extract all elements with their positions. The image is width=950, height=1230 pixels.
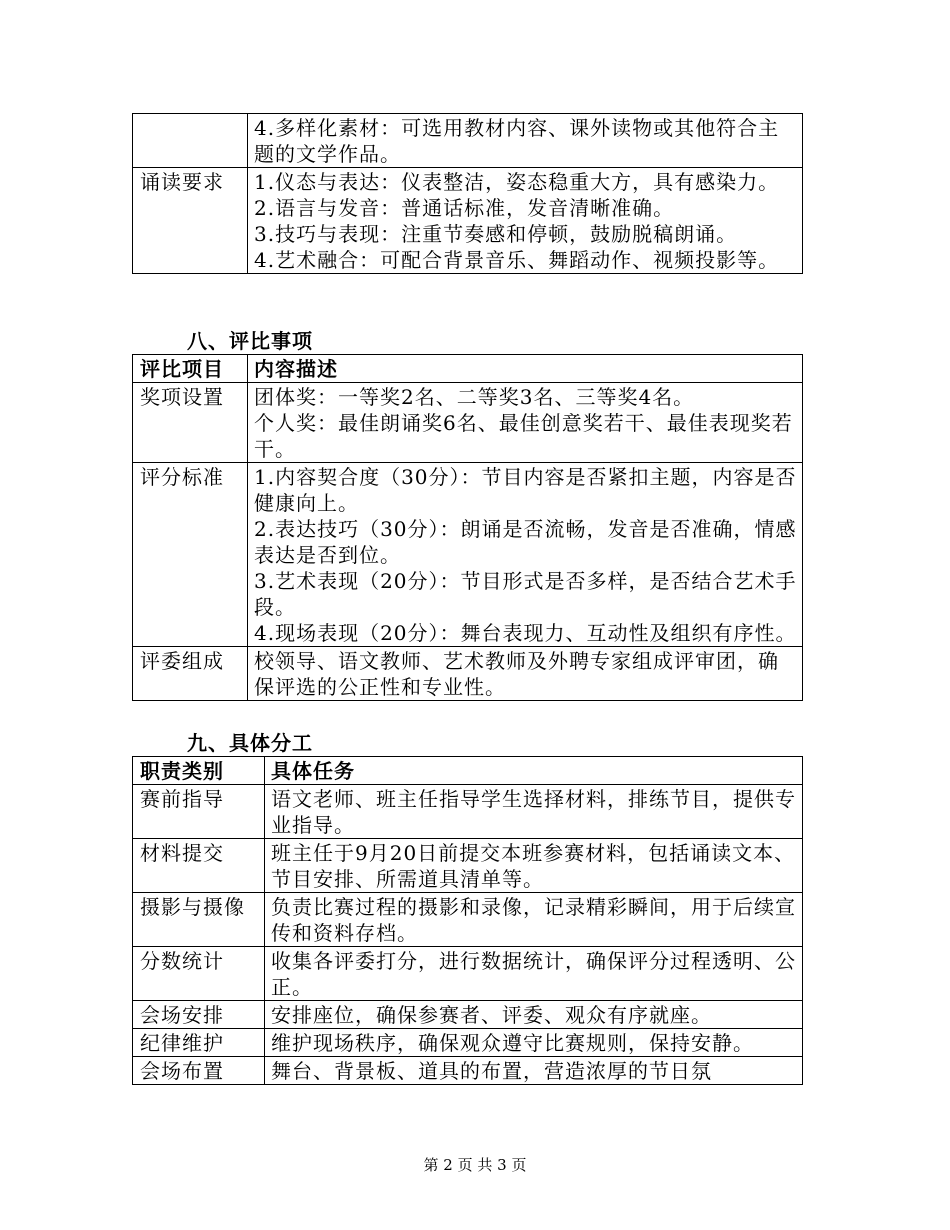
row-content [248,114,803,168]
row-content [248,463,803,647]
table-row [133,383,803,463]
content-line: 4.艺术融合：可配合背景音乐、舞蹈动作、视频投影等。 [254,248,780,272]
row-label: 分数统计 [133,947,265,1001]
column-header: 内容描述 [248,355,803,383]
row-label: 纪律维护 [133,1029,265,1057]
table-header-row [133,757,803,785]
column-header: 评比项目 [133,355,248,383]
content-line: 团体奖：一等奖2名、二等奖3名、三等奖4名。 [254,385,695,409]
table-row [133,785,803,839]
content-line: 个人奖：最佳朗诵奖6名、最佳创意奖若干、最佳表现奖若干。 [254,411,793,461]
table-row [133,893,803,947]
row-content: 维护现场秩序，确保观众遵守比赛规则，保持安静。 [265,1029,803,1057]
content-line: 1.内容契合度（30分）：节目内容是否紧扣主题，内容是否健康向上。 [254,465,797,515]
content-line: 4.现场表现（20分）：舞台表现力、互动性及组织有序性。 [254,621,797,645]
content-line: 校领导、语文教师、艺术教师及外聘专家组成评审团，确保评选的公正性和专业性。 [254,649,779,699]
row-content [248,383,803,463]
row-content: 语文老师、班主任指导学生选择材料，排练节目，提供专业指导。 [265,785,803,839]
row-label: 奖项设置 [133,383,248,463]
row-label [133,114,248,168]
row-content: 班主任于9月20日前提交本班参赛材料，包括诵读文本、节目安排、所需道具清单等。 [265,839,803,893]
row-label: 评分标准 [133,463,248,647]
content-line: 2.语言与发音：普通话标准，发音清晰准确。 [254,196,675,220]
row-label: 赛前指导 [133,785,265,839]
content-line: 3.艺术表现（20分）：节目形式是否多样，是否结合艺术手段。 [254,569,797,619]
row-label: 评委组成 [133,647,248,701]
page-footer: 第 2 页 共 3 页 [423,1156,527,1174]
duties-table [132,756,803,1085]
content-line: 1.仪态与表达：仪表整洁，姿态稳重大方，具有感染力。 [254,170,780,194]
row-label: 摄影与摄像 [133,893,265,947]
section-heading: 九、具体分工 [187,731,313,755]
row-label: 会场安排 [133,1001,265,1029]
table-row [133,114,803,168]
table-row [133,1001,803,1029]
row-content: 安排座位，确保参赛者、评委、观众有序就座。 [265,1001,803,1029]
table-header-row [133,355,803,383]
row-content [248,168,803,274]
row-label: 材料提交 [133,839,265,893]
evaluation-table [132,354,803,701]
row-label: 诵读要求 [133,168,248,274]
row-label: 会场布置 [133,1057,265,1085]
table-row [133,839,803,893]
row-content: 负责比赛过程的摄影和录像，记录精彩瞬间，用于后续宣传和资料存档。 [265,893,803,947]
row-content: 收集各评委打分，进行数据统计，确保评分过程透明、公正。 [265,947,803,1001]
content-line: 4.多样化素材：可选用教材内容、课外读物或其他符合主题的文学作品。 [254,116,780,166]
column-header: 职责类别 [133,757,265,785]
table-row [133,463,803,647]
column-header: 具体任务 [265,757,803,785]
row-content [248,647,803,701]
table-row [133,1057,803,1085]
row-content: 舞台、背景板、道具的布置，营造浓厚的节日氛 [265,1057,803,1085]
table-row [133,947,803,1001]
table-row [133,168,803,274]
table-row [133,1029,803,1057]
requirements-table [132,113,803,274]
content-line: 3.技巧与表现：注重节奏感和停顿，鼓励脱稿朗诵。 [254,222,738,246]
table-row [133,647,803,701]
section-heading: 八、评比事项 [187,329,313,353]
content-line: 2.表达技巧（30分）：朗诵是否流畅，发音是否准确，情感表达是否到位。 [254,517,797,567]
